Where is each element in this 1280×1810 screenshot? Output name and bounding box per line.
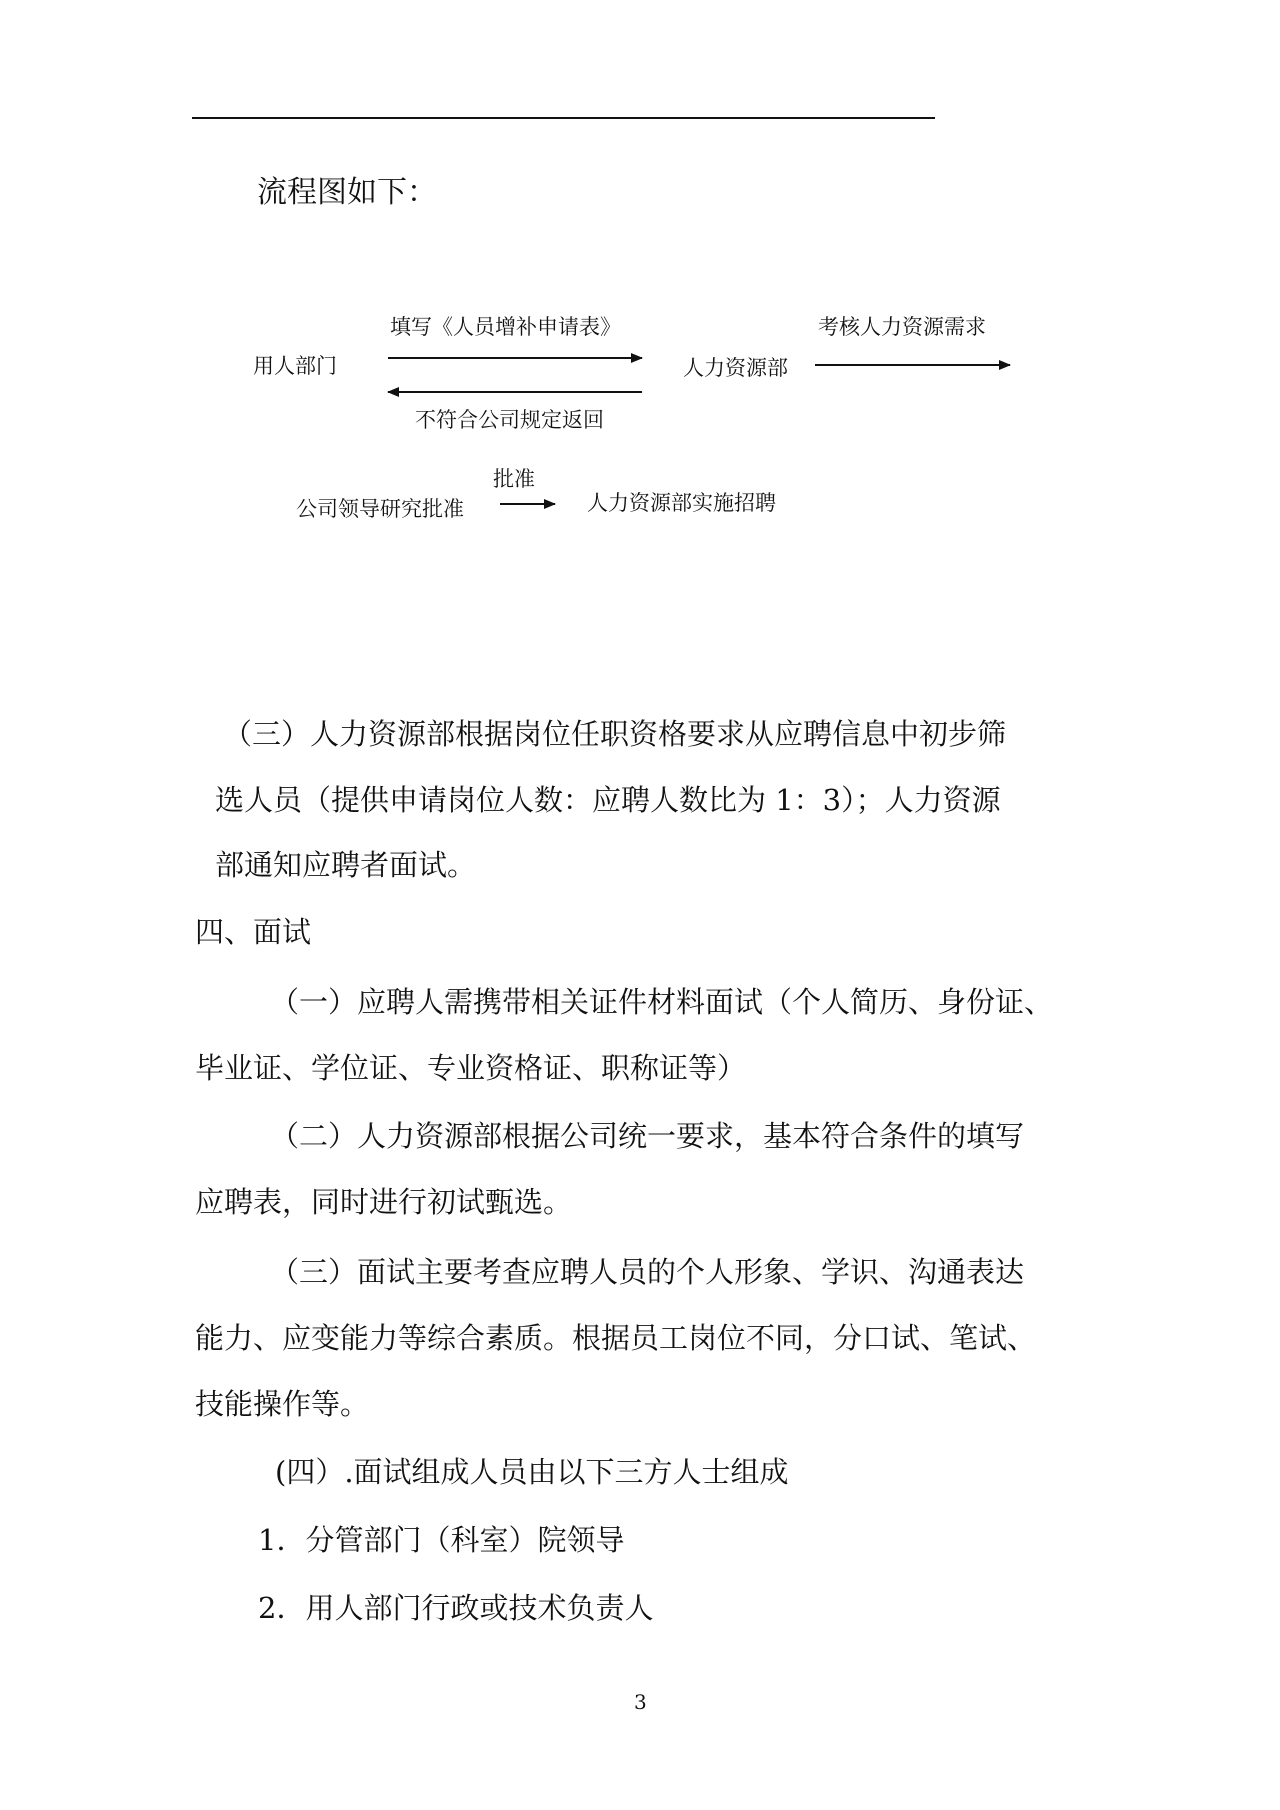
item2-line1: （二）人力资源部根据公司统一要求，基本符合条件的填写 bbox=[270, 1119, 1025, 1153]
label-approve: 批准 bbox=[493, 467, 535, 491]
item1-line2: 毕业证、学位证、专业资格证、职称证等） bbox=[195, 1051, 747, 1085]
item3-line1: （三）面试主要考查应聘人员的个人形象、学识、沟通表达 bbox=[270, 1255, 1025, 1289]
flowchart-intro: 流程图如下： bbox=[257, 175, 437, 210]
node-hr: 人力资源部 bbox=[683, 356, 788, 380]
section3-line2: 选人员（提供申请岗位人数：应聘人数比为 1：3）；人力资源 bbox=[215, 783, 1001, 817]
node-dept: 用人部门 bbox=[253, 354, 337, 378]
node-implement: 人力资源部实施招聘 bbox=[587, 491, 776, 515]
item1-line1: （一）应聘人需携带相关证件材料面试（个人简历、身份证、 bbox=[270, 985, 1054, 1019]
label-assess: 考核人力资源需求 bbox=[818, 315, 986, 339]
item3-line3: 技能操作等。 bbox=[195, 1387, 370, 1421]
item4: (四）.面试组成人员由以下三方人士组成 bbox=[275, 1455, 789, 1489]
section3-line3: 部通知应聘者面试。 bbox=[215, 848, 477, 882]
list-item: 1．分管部门（科室）院领导 bbox=[258, 1523, 625, 1557]
page-number: 3 bbox=[634, 1690, 647, 1714]
list-item: 2．用人部门行政或技术负责人 bbox=[258, 1591, 654, 1625]
label-fill-form: 填写《人员增补申请表》 bbox=[390, 315, 621, 339]
label-return: 不符合公司规定返回 bbox=[415, 408, 604, 432]
section4-title: 四、面试 bbox=[195, 915, 312, 949]
item3-line2: 能力、应变能力等综合素质。根据员工岗位不同，分口试、笔试、 bbox=[195, 1321, 1037, 1355]
section3-line1: （三）人力资源部根据岗位任职资格要求从应聘信息中初步筛 bbox=[223, 717, 1007, 751]
node-leaders: 公司领导研究批准 bbox=[296, 497, 464, 521]
item2-line2: 应聘表，同时进行初试甄选。 bbox=[195, 1185, 573, 1219]
